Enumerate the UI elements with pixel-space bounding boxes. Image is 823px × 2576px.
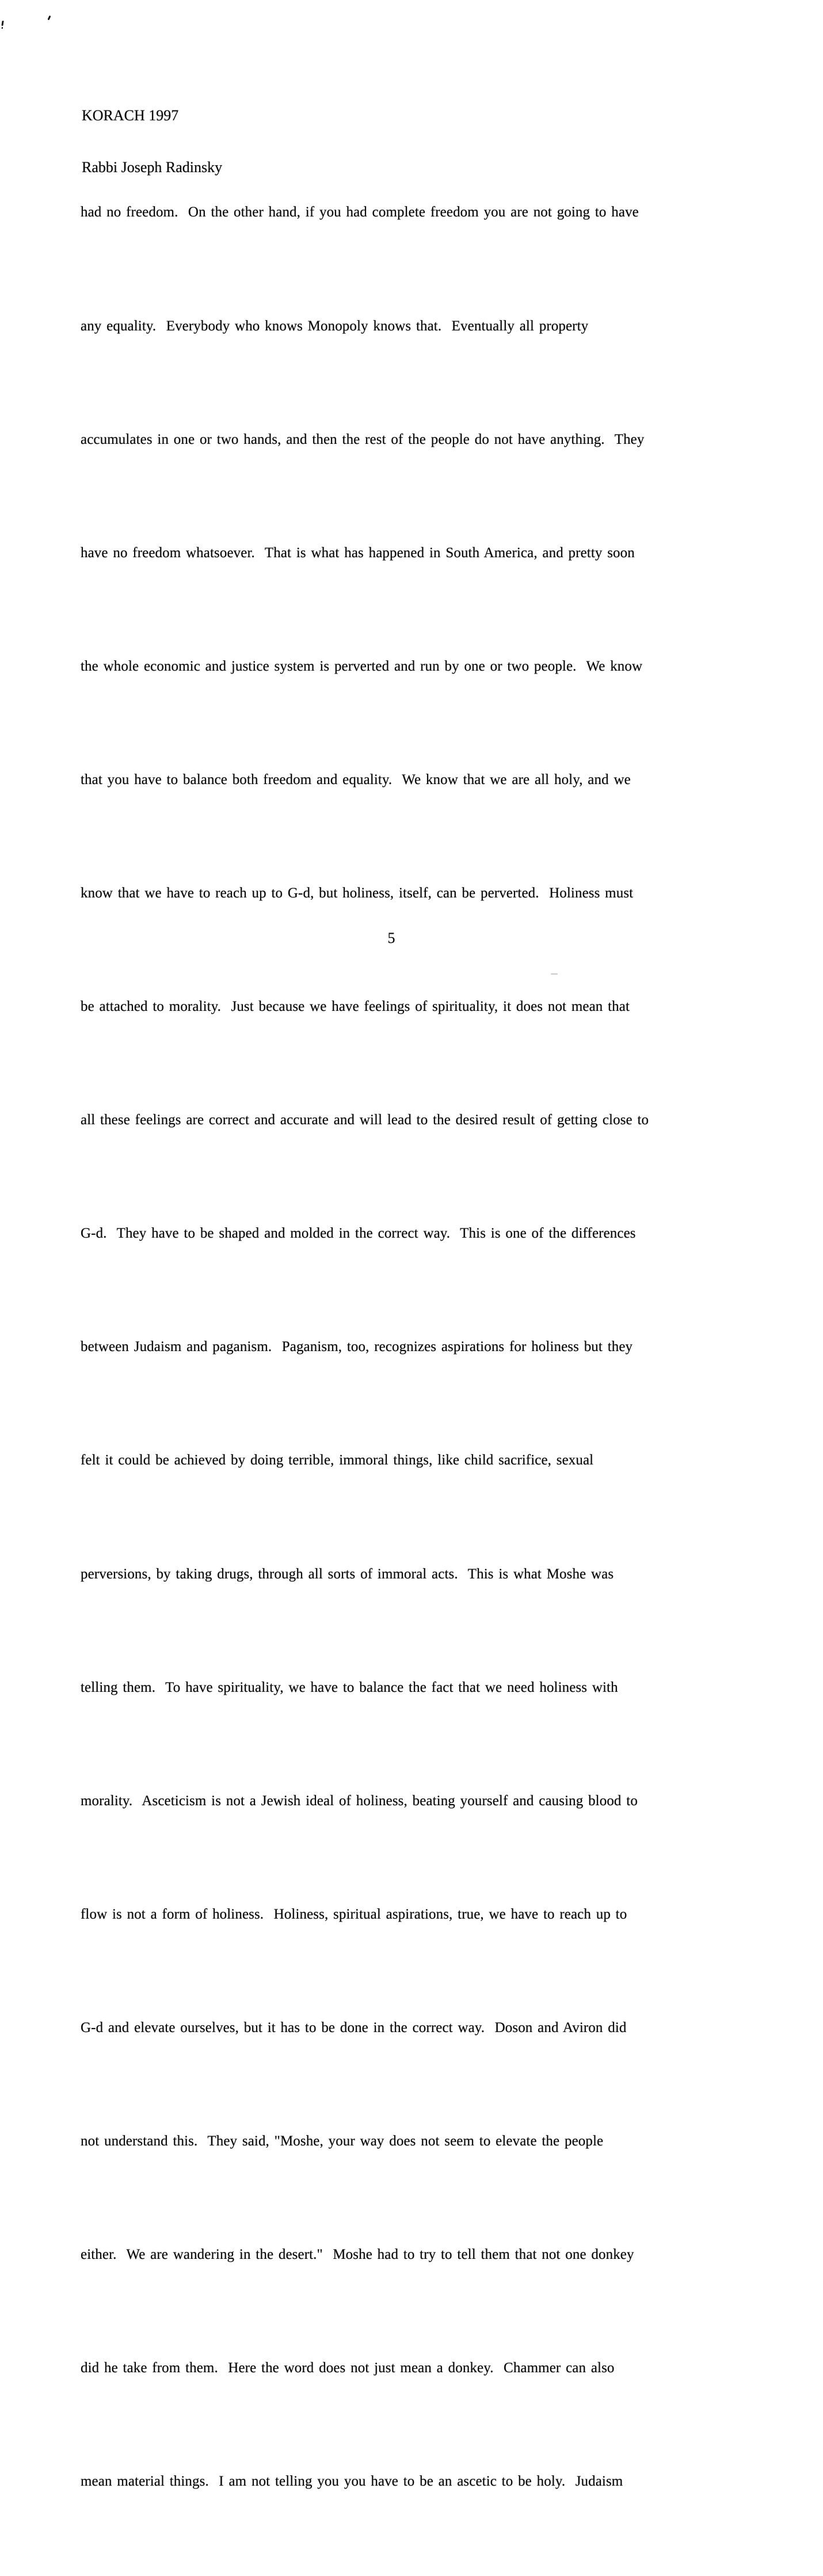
document-author: Rabbi Joseph Radinsky [82,159,223,176]
text-line: have no freedom whatsoever. That is what has happened in South America, and pretty soon [81,545,635,561]
text-line: felt it could be achieved by doing terrible, immoral things, like child sacrifice, sexual [81,1452,594,1468]
text-line: the whole economic and justice system is perverted and run by one or two people. We know [81,658,643,674]
text-line: between Judaism and paganism. Paganism, too, recognizes aspirations for holiness but they [81,1339,633,1355]
text-line: morality. Asceticism is not a Jewish ideal of holiness, beating yourself and causing blood to [81,1793,638,1809]
scan-speck [1,21,3,26]
text-line: flow is not a form of holiness. Holiness, spiritual aspirations, true, we have to reach up to [81,1906,627,1922]
text-line: be attached to morality. Just because we have feelings of spirituality, it does not mean that [81,999,630,1015]
text-line: telling them. To have spirituality, we have to balance the fact that we need holiness with [81,1679,618,1695]
text-line: all these feelings are correct and accurate and will lead to the desired result of getting close to [81,1112,649,1128]
text-line: either. We are wandering in the desert." Moshe had to try to tell them that not one donkey [81,2247,634,2263]
text-line: know that we have to reach up to G-d, but holiness, itself, can be perverted. Holiness must [81,885,634,901]
text-line: did he take from them. Here the word does not just mean a donkey. Chammer can also [81,2360,615,2376]
text-line: any equality. Everybody who knows Monopoly knows that. Eventually all property [81,318,589,334]
text-line: perversions, by taking drugs, through all sorts of immoral acts. This is what Moshe was [81,1566,614,1582]
text-line: had no freedom. On the other hand, if you had complete freedom you are not going to have [81,204,639,220]
document-body [81,118,771,2576]
text-line: not understand this. They said, "Moshe, your way does not seem to elevate the people [81,2133,604,2149]
text-line: G-d. They have to be shaped and molded in the correct way. This is one of the differences [81,1226,636,1242]
scan-speck [48,16,51,21]
text-line: G-d and elevate ourselves, but it has to be done in the correct way. Doson and Aviron did [81,2019,627,2035]
document-title: KORACH 1997 [82,107,179,124]
text-line: accumulates in one or two hands, and then the rest of the people do not have anything. They [81,431,645,447]
text-line: mean material things. I am not telling you you have to be an ascetic to be holy. Judaism [81,2474,623,2490]
page-number: 5 [387,930,395,946]
text-line: that you have to balance both freedom and equality. We know that we are all holy, and we [81,771,631,787]
